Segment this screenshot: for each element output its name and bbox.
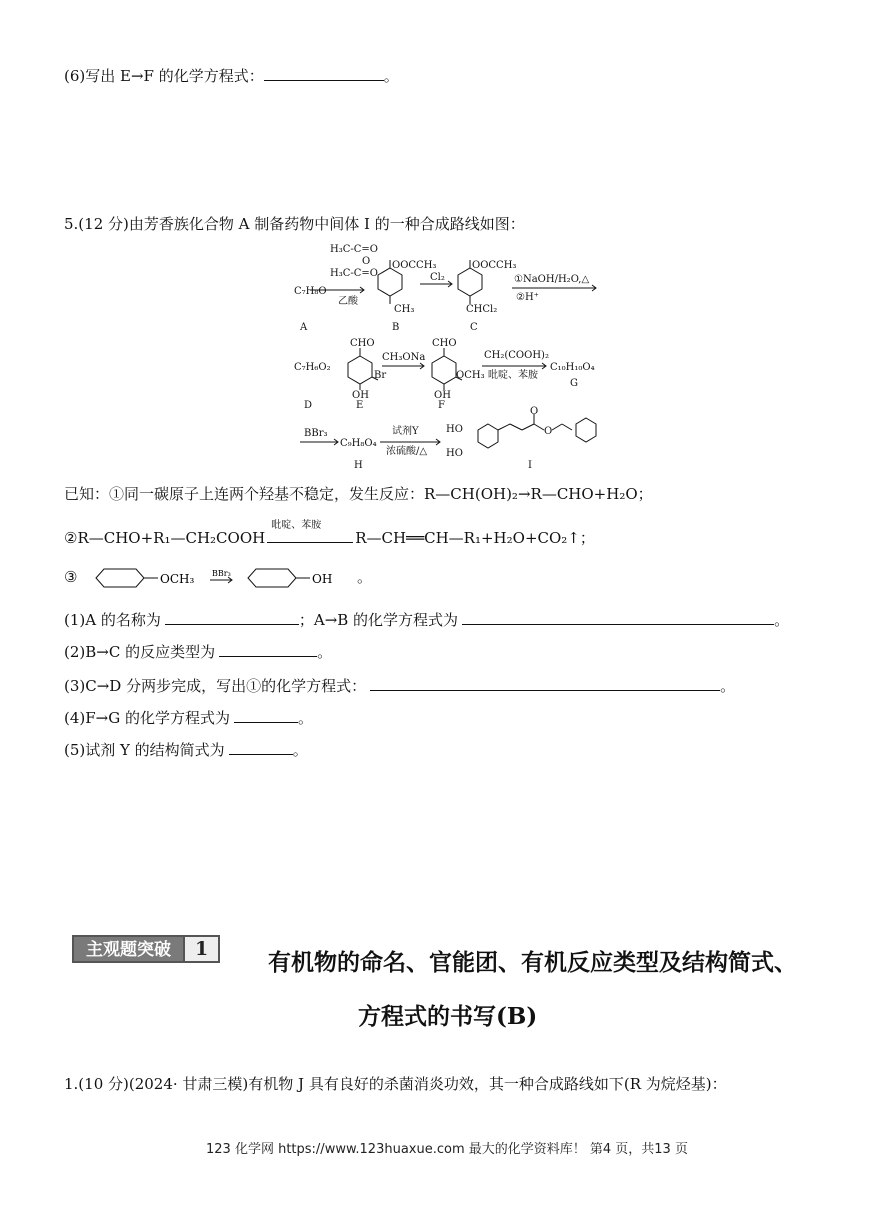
section-banner [72, 935, 220, 963]
reagent-ab-mid: O [362, 256, 371, 267]
reagent-ab-top: H₃C-C=O [330, 244, 378, 255]
compound-A-formula: C₇H₈O [294, 286, 327, 297]
sub-question-1 [64, 610, 789, 630]
section-badge: 主观题突破 [72, 935, 185, 963]
synthesis-scheme [280, 238, 620, 478]
sub3-text: (3)C→D 分两步完成，写出①的化学方程式： [64, 677, 367, 695]
label-D: D [304, 400, 313, 411]
punct: 。 [357, 568, 373, 586]
question-6-text: (6)写出 E→F 的化学方程式： [64, 67, 264, 85]
known-3-left: OCH₃ [160, 572, 195, 586]
known-3-num: ③ [64, 568, 78, 586]
label-E: E [356, 400, 364, 411]
answer-blank[interactable] [234, 708, 298, 723]
reagent-ab-bot: H₃C-C=O [330, 268, 378, 279]
section-number: 1 [185, 935, 220, 963]
compound-I-ho2: HO [446, 448, 463, 459]
reagent-cd-1: ①NaOH/H₂O,△ [514, 274, 590, 285]
question-5-intro: 5.(12 分)由芳香族化合物 A 制备药物中间体 I 的一种合成路线如图： [64, 215, 525, 233]
known-3-right: OH [312, 572, 333, 586]
reagent-bc: Cl₂ [430, 272, 445, 283]
compound-F-cho: CHO [432, 338, 457, 349]
reagent-cd-2: ②H⁺ [516, 292, 539, 303]
known-3-reaction [82, 566, 352, 590]
label-B: B [392, 322, 400, 333]
sub2-text: (2)B→C 的反应类型为 [64, 643, 216, 661]
sub4-text: (4)F→G 的化学方程式为 [64, 709, 230, 727]
sub-question-3 [64, 676, 735, 696]
sub-question-2 [64, 642, 332, 662]
label-H: H [354, 460, 363, 471]
compound-E-cho: CHO [350, 338, 375, 349]
known-1: 已知：①同一碳原子上连两个羟基不稳定，发生反应：R—CH(OH)₂→R—CHO+H₂O； [64, 485, 653, 503]
answer-blank[interactable] [370, 676, 720, 691]
question-6 [64, 66, 399, 86]
compound-F-och3: OCH₃ [456, 370, 485, 381]
compound-B-sub: CH₃ [394, 304, 415, 315]
label-G: G [570, 378, 578, 389]
known-3-reagent: BBr₃ [212, 569, 232, 578]
answer-blank[interactable] [264, 66, 384, 81]
page-footer: 123 化学网 https://www.123huaxue.com 最大的化学资料库！ 第4 页，共13 页 [206, 1142, 688, 1157]
punct: 。 [774, 611, 790, 629]
reagent-hi-bot: 浓硫酸/△ [386, 446, 428, 457]
compound-E-oh: OH [352, 390, 369, 401]
sub1-text-b: ；A→B 的化学方程式为 [298, 611, 459, 629]
answer-blank[interactable] [219, 642, 317, 657]
compound-B-group: OOCCH₃ [392, 260, 437, 271]
compound-I-ho1: HO [446, 424, 463, 435]
punct: 。 [297, 709, 313, 727]
label-F: F [438, 400, 445, 411]
known-2 [64, 520, 595, 548]
section-title-line1: 有机物的命名、官能团、有机反应类型及结构简式、 [268, 949, 797, 976]
reagent-hi-top: 试剂Y [392, 426, 419, 437]
reagent-gh: BBr₃ [304, 428, 328, 439]
section-title-line2: 方程式的书写(B) [358, 1003, 538, 1030]
compound-C-sub: CHCl₂ [466, 304, 498, 315]
known-2-right: R—CH══CH—R₁+H₂O+CO₂↑； [355, 529, 595, 547]
known-3 [64, 566, 372, 590]
sub-question-4 [64, 708, 313, 728]
compound-I-o1: O [530, 406, 539, 417]
punct: 。 [720, 677, 736, 695]
answer-blank[interactable] [165, 610, 299, 625]
known-2-left: ②R—CHO+R₁—CH₂COOH [64, 529, 266, 547]
punct: 。 [383, 67, 399, 85]
sub1-text-a: (1)A 的名称为 [64, 611, 161, 629]
sub-question-5 [64, 740, 308, 760]
sub5-text: (5)试剂 Y 的结构简式为 [64, 741, 225, 759]
compound-F-oh: OH [434, 390, 451, 401]
known-2-arrow [267, 520, 353, 543]
question-1: 1.(10 分)(2024· 甘肃三模)有机物 J 具有良好的杀菌消炎功效，其一种合成路线如下(R 为烷烃基)： [64, 1075, 727, 1093]
punct: 。 [292, 741, 308, 759]
label-I: I [528, 460, 532, 471]
compound-G-formula: C₁₀H₁₀O₄ [550, 362, 595, 373]
compound-E-br: Br [374, 370, 387, 381]
compound-C-group: OOCCH₃ [472, 260, 517, 271]
reagent-fg-top: CH₂(COOH)₂ [484, 350, 549, 361]
answer-blank[interactable] [229, 740, 293, 755]
answer-blank[interactable] [462, 610, 774, 625]
punct: 。 [317, 643, 333, 661]
compound-I-o2: O [544, 426, 553, 437]
compound-D-formula: C₇H₆O₂ [294, 362, 331, 373]
label-C: C [470, 322, 478, 333]
reagent-ef: CH₃ONa [382, 352, 426, 363]
label-A: A [300, 322, 308, 333]
compound-H-formula: C₉H₈O₄ [340, 438, 377, 449]
reagent-fg-bot: 吡啶、苯胺 [488, 370, 538, 381]
known-2-reagent: 吡啶、苯胺 [271, 520, 322, 531]
reagent-ab-below: 乙酸 [338, 296, 358, 307]
